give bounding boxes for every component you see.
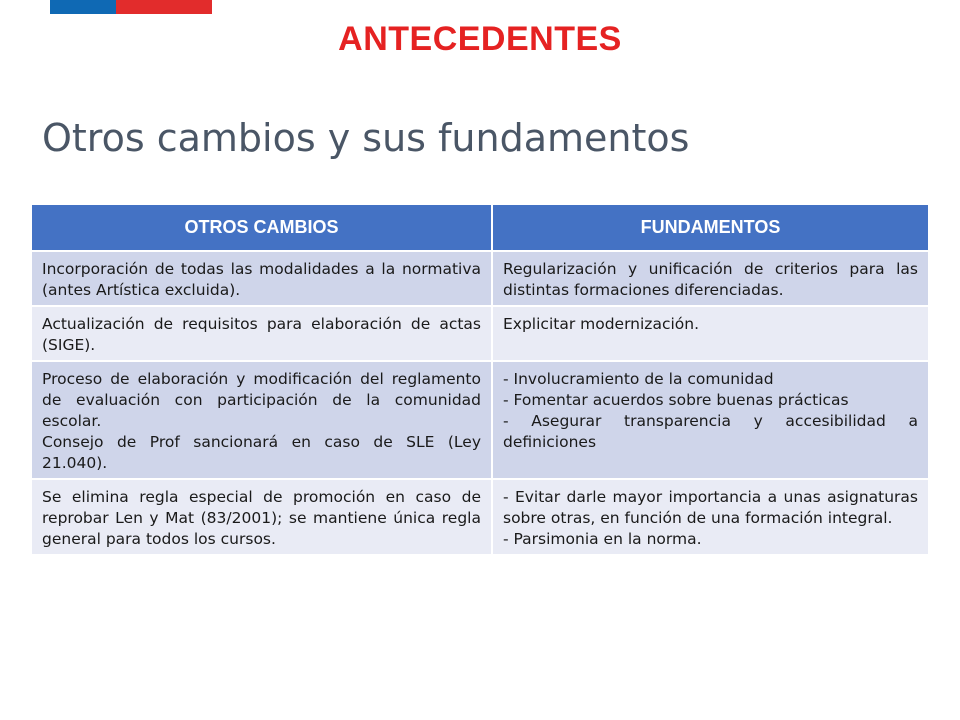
fundamento-text: Regularización y unificación de criterios para las distintas formaciones diferenciadas.: [503, 260, 918, 299]
cell-fundamento: [492, 251, 928, 306]
cambio-text: Proceso de elaboración y modificación del reglamento de evaluación con participación de la comunidad escolar.: [42, 370, 481, 430]
fundamento-text: - Evitar darle mayor importancia a unas asignaturas sobre otras, en función de una formación integral.: [503, 488, 918, 527]
cambio-text: Se elimina regla especial de promoción en caso de reprobar Len y Mat (83/2001); se mantiene única regla general para todos los cursos.: [42, 488, 481, 548]
cell-cambio: [32, 306, 492, 361]
cell-cambio: [32, 251, 492, 306]
cambio-text: Consejo de Prof sancionará en caso de SLE (Ley 21.040).: [42, 433, 481, 472]
table-row: [32, 361, 928, 479]
cell-fundamento: [492, 306, 928, 361]
changes-table-container: [32, 205, 928, 554]
cell-fundamento: [492, 479, 928, 554]
cell-cambio: [32, 479, 492, 554]
fundamento-text: - Involucramiento de la comunidad: [503, 370, 774, 388]
flag-red-segment: [116, 0, 212, 14]
flag-blue-segment: [50, 0, 116, 14]
table-row: [32, 479, 928, 554]
column-header-fundamentos: FUNDAMENTOS: [492, 205, 928, 251]
section-title: ANTECEDENTES: [338, 20, 622, 58]
cambio-text: Incorporación de todas las modalidades a la normativa (antes Artística excluida).: [42, 260, 481, 299]
cell-cambio: [32, 361, 492, 479]
fundamento-text: - Fomentar acuerdos sobre buenas prácticas: [503, 391, 849, 409]
column-header-otros-cambios: OTROS CAMBIOS: [32, 205, 492, 251]
cambio-text: Actualización de requisitos para elaboración de actas (SIGE).: [42, 315, 481, 354]
fundamento-text: Explicitar modernización.: [503, 315, 700, 333]
changes-table: [32, 205, 928, 554]
table-row: [32, 306, 928, 361]
fundamento-text: - Asegurar transparencia y accesibilidad a definiciones: [503, 412, 918, 451]
fundamento-text: - Parsimonia en la norma.: [503, 530, 702, 548]
flag-bar: [50, 0, 212, 14]
table-row: [32, 251, 928, 306]
table-body: [32, 251, 928, 554]
cell-fundamento: [492, 361, 928, 479]
table-header-row: [32, 205, 928, 251]
slide-title: Otros cambios y sus fundamentos: [42, 116, 690, 160]
